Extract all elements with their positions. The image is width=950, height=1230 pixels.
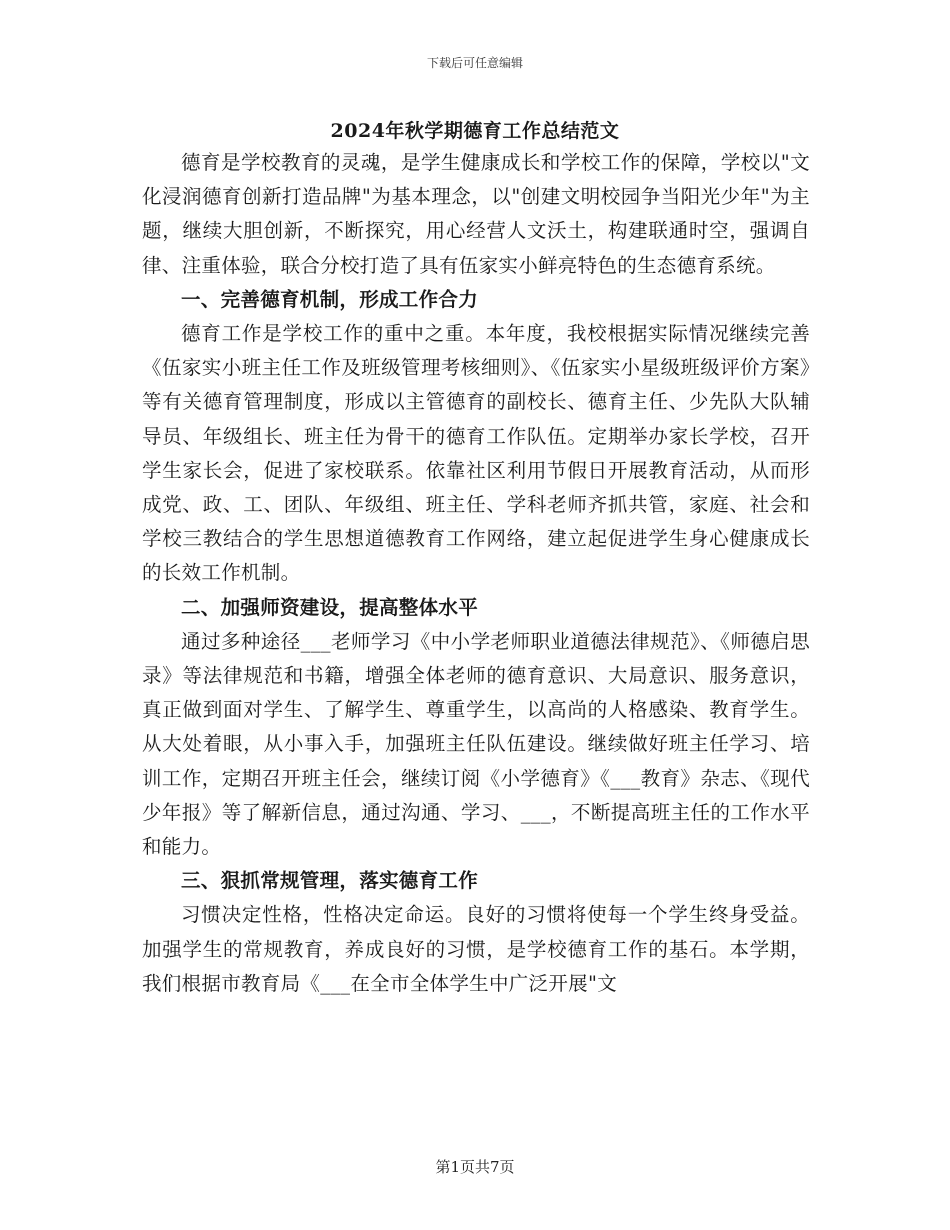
document-body <box>142 146 810 1001</box>
section-heading-2: 二、加强师资建设，提高整体水平 <box>181 595 479 619</box>
section-body-2: 通过多种途径___老师学习《中小学老师职业道德法律规范》、《师德启思录》等法律规范和书籍，增强全体老师的德育意识、大局意识、服务意识，真正做到面对学生、了解学生、尊重学生，以高尚的人格感染、教育学生。从大处着眼，从小事入手，加强班主任队伍建设。继续做好班主任学习、培训工作，定期召开班主任会，继续订阅《小学德育》《___教育》杂志、《现代少年报》等了解新信息，通过沟通、学习、___，不断提高班主任的工作水平和能力。 <box>142 629 810 859</box>
header-note: 下载后可任意编辑 <box>426 56 523 70</box>
section-heading-3: 三、狠抓常规管理，落实德育工作 <box>181 869 479 893</box>
intro-paragraph: 德育是学校教育的灵魂，是学生健康成长和学校工作的保障，学校以"文化浸润德育创新打造品牌"为基本理念，以"创建文明校园争当阳光少年"为主题，继续大胆创新，不断探究，用心经营人文沃土，构建联通时空，强调自律、注重体验，联合分校打造了具有伍家实小鲜亮特色的生态德育系统。 <box>142 151 810 277</box>
document-title: 2024年秋学期德育工作总结范文 <box>330 120 620 142</box>
section-body-3: 习惯决定性格，性格决定命运。良好的习惯将使每一个学生终身受益。加强学生的常规教育，养成良好的习惯，是学校德育工作的基石。本学期，我们根据市教育局《___在全市全体学生中广泛开展"文 <box>142 903 810 995</box>
section-body-1: 德育工作是学校工作的重中之重。本年度，我校根据实际情况继续完善《伍家实小班主任工作及班级管理考核细则》、《伍家实小星级班级评价方案》等有关德育管理制度，形成以主管德育的副校长、德育主任、少先队大队辅导员、年级组长、班主任为骨干的德育工作队伍。定期举办家长学校，召开学生家长会，促进了家校联系。依靠社区利用节假日开展教育活动，从而形成党、政、工、团队、年级组、班主任、学科老师齐抓共管，家庭、社会和学校三教结合的学生思想道德教育工作网络，建立起促进学生身心健康成长的长效工作机制。 <box>142 322 810 585</box>
section-heading-1: 一、完善德育机制，形成工作合力 <box>181 287 479 311</box>
page-footer: 第1页共7页 <box>435 1158 515 1176</box>
